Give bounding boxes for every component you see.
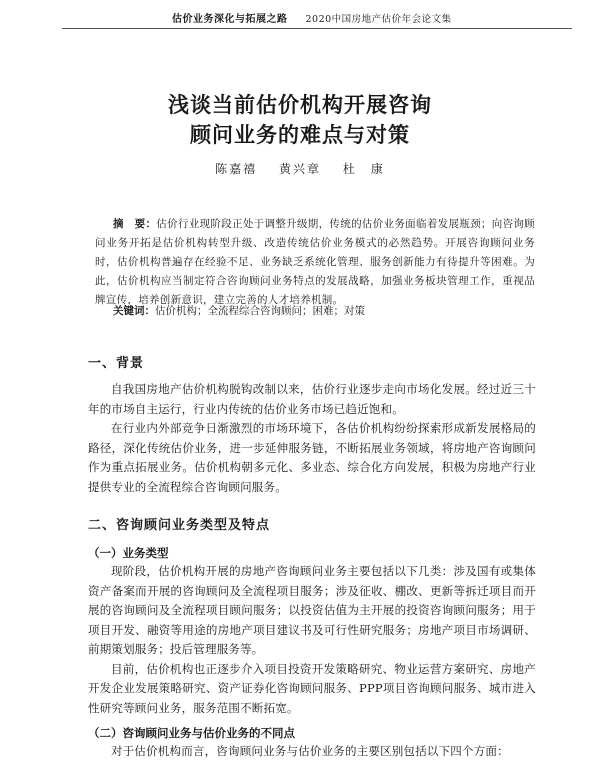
paragraph: 目前，估价机构也正逐步介入项目投资开发策略研究、物业运营方案研究、房地产开发企业发展策略研究、资产证券化咨询顾问服务、PPP项目咨询顾问服务、城市进入性研究等顾问业务，服务范围不断拓宽。 [88,661,536,715]
abstract-text: 估价行业现阶段正处于调整升级期，传统的估价业务面临着发展瓶颈；向咨询顾问业务开拓是估价机构转型升级、改造传统估价业务模式的必然趋势。开展咨询顾问业务时，估价机构普遍存在经验不足、业务缺乏系统化管理、服务创新能力有待提升等困难。为此，估价机构应当制定符合咨询顾问业务特点的发展战略，加强业务板块管理工作，重视品牌宣传，培养创新意识，建立完善的人才培养机制。 [95,218,536,306]
keywords-label: 关键词： [113,305,155,317]
paragraph: 对于估价机构而言，咨询顾问业务与估价业务的主要区别包括以下四个方面： [111,744,509,758]
subsection-heading-differences: （二）咨询顾问业务与估价业务的不同点 [88,726,295,740]
subsection2-body [88,742,536,762]
subsection-heading-types: （一）业务类型 [88,546,169,560]
collection-title: 2020中国房地产估价年会论文集 [305,14,452,25]
abstract [95,215,535,310]
paragraph: 自我国房地产估价机构脱钩改制以来，估价行业逐步走向市场化发展。经过近三十年的市场自主运行，行业内传统的估价业务市场已趋近饱和。 [88,382,536,416]
title-line-1: 浅谈当前估价机构开展咨询 [168,92,432,117]
paragraph: 在行业内外部竞争日渐激烈的市场环境下，各估价机构纷纷探索形成新发展格局的路径，深化传统估价业务，进一步延伸服务链，不断拓展业务领域，将房地产咨询顾问作为重点拓展业务。估价机构朝多元化、多业态、综合化方向发展，积极为房地产行业提供专业的全流程综合咨询顾问服务。 [88,421,536,494]
author: 陈嘉禧 [215,162,258,176]
running-header [172,10,572,25]
series-title: 估价业务深化与拓展之路 [172,14,288,25]
paragraph: 现阶段，估价机构开展的房地产咨询顾问业务主要包括以下几类：涉及国有或集体资产备案而开展的咨询顾问及全流程项目服务；涉及征收、棚改、更新等拆迁项目而开展的咨询顾问及全流程项目顾问服务；以投资估值为主开展的投资咨询顾问服务；用于项目开发、融资等用途的房地产项目建议书及可行性研究服务；房地产项目市场调研、前期策划服务；投后管理服务等。 [88,564,536,656]
section-heading-background: 一、背景 [88,356,145,371]
header-rule [62,28,572,29]
author-list [0,160,600,177]
title-line-2: 顾问业务的难点与对策 [190,122,410,147]
keywords [113,303,543,319]
subsection1-body [88,562,536,718]
abstract-label: 摘 要： [113,218,157,230]
author: 黄兴章 [278,162,321,176]
section1-body [88,380,536,497]
section-heading-types: 二、咨询顾问业务类型及特点 [88,518,271,533]
author: 杜 康 [342,162,385,176]
article-title [0,90,600,150]
keywords-text: 估价机构；全流程综合咨询顾问；困难；对策 [155,305,365,317]
